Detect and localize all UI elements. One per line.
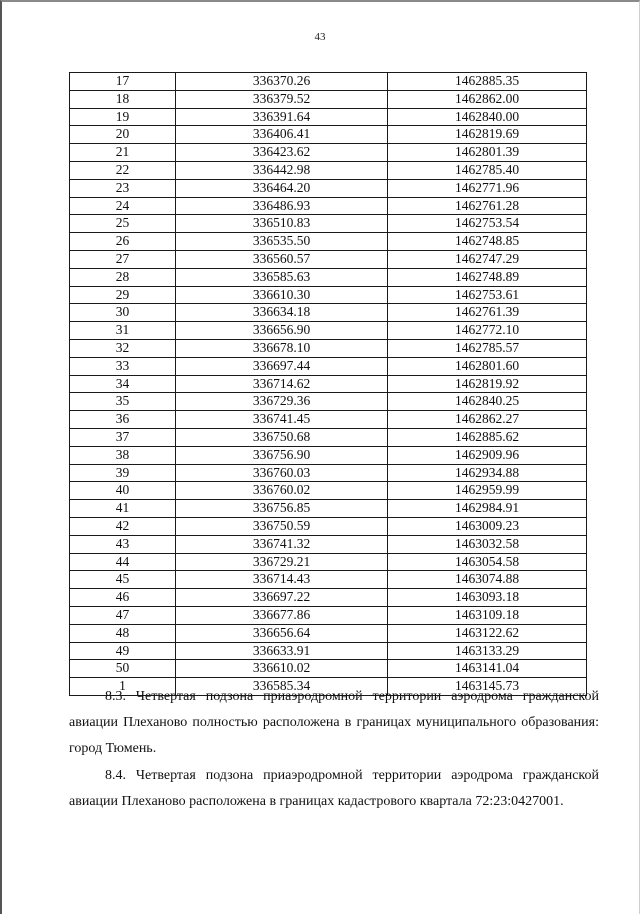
y-coordinate-cell: 1462785.57 <box>388 339 587 357</box>
point-number-cell: 20 <box>70 126 176 144</box>
y-coordinate-cell: 1462801.39 <box>388 144 587 162</box>
y-coordinate-cell: 1462747.29 <box>388 250 587 268</box>
x-coordinate-cell: 336677.86 <box>176 606 388 624</box>
x-coordinate-cell: 336756.85 <box>176 500 388 518</box>
y-coordinate-cell: 1462885.62 <box>388 428 587 446</box>
coordinates-table <box>69 72 587 696</box>
point-number-cell: 25 <box>70 215 176 233</box>
x-coordinate-cell: 336585.63 <box>176 268 388 286</box>
point-number-cell: 23 <box>70 179 176 197</box>
point-number-cell: 39 <box>70 464 176 482</box>
point-number-cell: 46 <box>70 589 176 607</box>
x-coordinate-cell: 336714.62 <box>176 375 388 393</box>
y-coordinate-cell: 1462772.10 <box>388 322 587 340</box>
point-number-cell: 1 <box>70 678 176 696</box>
point-number-cell: 21 <box>70 144 176 162</box>
y-coordinate-cell: 1462748.89 <box>388 268 587 286</box>
x-coordinate-cell: 336535.50 <box>176 233 388 251</box>
y-coordinate-cell: 1462840.00 <box>388 108 587 126</box>
point-number-cell: 19 <box>70 108 176 126</box>
table-row <box>70 144 587 162</box>
x-coordinate-cell: 336610.30 <box>176 286 388 304</box>
table-row <box>70 393 587 411</box>
table-row <box>70 428 587 446</box>
table-row <box>70 339 587 357</box>
y-coordinate-cell: 1462785.40 <box>388 161 587 179</box>
table-row <box>70 553 587 571</box>
y-coordinate-cell: 1462909.96 <box>388 446 587 464</box>
y-coordinate-cell: 1463032.58 <box>388 535 587 553</box>
y-coordinate-cell: 1462819.69 <box>388 126 587 144</box>
x-coordinate-cell: 336370.26 <box>176 73 388 91</box>
point-number-cell: 36 <box>70 411 176 429</box>
point-number-cell: 22 <box>70 161 176 179</box>
x-coordinate-cell: 336391.64 <box>176 108 388 126</box>
y-coordinate-cell: 1463054.58 <box>388 553 587 571</box>
paragraph-8-3: 8.3. Четвертая подзона приаэродромной территории аэродрома гражданской авиации Плеханово полностью расположена в границах муниципального образования: город Тюмень. <box>69 689 599 756</box>
x-coordinate-cell: 336760.03 <box>176 464 388 482</box>
x-coordinate-cell: 336678.10 <box>176 339 388 357</box>
table-row <box>70 571 587 589</box>
point-number-cell: 26 <box>70 233 176 251</box>
x-coordinate-cell: 336760.02 <box>176 482 388 500</box>
page-number: 43 <box>314 31 326 43</box>
table-row <box>70 304 587 322</box>
y-coordinate-cell: 1462840.25 <box>388 393 587 411</box>
table-row <box>70 535 587 553</box>
point-number-cell: 29 <box>70 286 176 304</box>
y-coordinate-cell: 1462801.60 <box>388 357 587 375</box>
x-coordinate-cell: 336610.02 <box>176 660 388 678</box>
point-number-cell: 45 <box>70 571 176 589</box>
table-row <box>70 411 587 429</box>
x-coordinate-cell: 336486.93 <box>176 197 388 215</box>
point-number-cell: 43 <box>70 535 176 553</box>
table-row <box>70 126 587 144</box>
x-coordinate-cell: 336750.59 <box>176 517 388 535</box>
table-row <box>70 161 587 179</box>
y-coordinate-cell: 1462753.61 <box>388 286 587 304</box>
y-coordinate-cell: 1462959.99 <box>388 482 587 500</box>
table-row <box>70 286 587 304</box>
table-row <box>70 197 587 215</box>
x-coordinate-cell: 336729.21 <box>176 553 388 571</box>
x-coordinate-cell: 336633.91 <box>176 642 388 660</box>
table-row <box>70 357 587 375</box>
point-number-cell: 44 <box>70 553 176 571</box>
y-coordinate-cell: 1462761.39 <box>388 304 587 322</box>
table-row <box>70 660 587 678</box>
x-coordinate-cell: 336741.32 <box>176 535 388 553</box>
y-coordinate-cell: 1462753.54 <box>388 215 587 233</box>
point-number-cell: 35 <box>70 393 176 411</box>
x-coordinate-cell: 336379.52 <box>176 90 388 108</box>
x-coordinate-cell: 336697.22 <box>176 589 388 607</box>
x-coordinate-cell: 336756.90 <box>176 446 388 464</box>
y-coordinate-cell: 1463133.29 <box>388 642 587 660</box>
point-number-cell: 33 <box>70 357 176 375</box>
y-coordinate-cell: 1462862.27 <box>388 411 587 429</box>
table-row <box>70 464 587 482</box>
y-coordinate-cell: 1462771.96 <box>388 179 587 197</box>
point-number-cell: 41 <box>70 500 176 518</box>
point-number-cell: 37 <box>70 428 176 446</box>
point-number-cell: 40 <box>70 482 176 500</box>
y-coordinate-cell: 1463145.73 <box>388 678 587 696</box>
point-number-cell: 38 <box>70 446 176 464</box>
x-coordinate-cell: 336464.20 <box>176 179 388 197</box>
x-coordinate-cell: 336560.57 <box>176 250 388 268</box>
table-row <box>70 624 587 642</box>
y-coordinate-cell: 1463122.62 <box>388 624 587 642</box>
x-coordinate-cell: 336729.36 <box>176 393 388 411</box>
x-coordinate-cell: 336741.45 <box>176 411 388 429</box>
table-row <box>70 233 587 251</box>
x-coordinate-cell: 336634.18 <box>176 304 388 322</box>
table-row <box>70 482 587 500</box>
y-coordinate-cell: 1463109.18 <box>388 606 587 624</box>
x-coordinate-cell: 336585.34 <box>176 678 388 696</box>
point-number-cell: 32 <box>70 339 176 357</box>
point-number-cell: 49 <box>70 642 176 660</box>
table-row <box>70 108 587 126</box>
point-number-cell: 28 <box>70 268 176 286</box>
y-coordinate-cell: 1462885.35 <box>388 73 587 91</box>
x-coordinate-cell: 336656.64 <box>176 624 388 642</box>
table-row <box>70 517 587 535</box>
table-row <box>70 90 587 108</box>
x-coordinate-cell: 336510.83 <box>176 215 388 233</box>
table-row <box>70 642 587 660</box>
point-number-cell: 30 <box>70 304 176 322</box>
x-coordinate-cell: 336423.62 <box>176 144 388 162</box>
y-coordinate-cell: 1462862.00 <box>388 90 587 108</box>
table-row <box>70 375 587 393</box>
table-row <box>70 215 587 233</box>
y-coordinate-cell: 1462984.91 <box>388 500 587 518</box>
y-coordinate-cell: 1463074.88 <box>388 571 587 589</box>
point-number-cell: 24 <box>70 197 176 215</box>
point-number-cell: 42 <box>70 517 176 535</box>
point-number-cell: 47 <box>70 606 176 624</box>
point-number-cell: 50 <box>70 660 176 678</box>
x-coordinate-cell: 336656.90 <box>176 322 388 340</box>
table-row <box>70 73 587 91</box>
x-coordinate-cell: 336714.43 <box>176 571 388 589</box>
coordinates-table-body <box>70 73 587 696</box>
y-coordinate-cell: 1463009.23 <box>388 517 587 535</box>
point-number-cell: 17 <box>70 73 176 91</box>
table-row <box>70 606 587 624</box>
table-row <box>70 500 587 518</box>
point-number-cell: 48 <box>70 624 176 642</box>
table-row <box>70 179 587 197</box>
paragraph-8-4: 8.4. Четвертая подзона приаэродромной территории аэродрома гражданской авиации Плеханово расположена в границах кадастрового квартала 72:23:0427001. <box>69 768 599 809</box>
table-row <box>70 250 587 268</box>
y-coordinate-cell: 1462761.28 <box>388 197 587 215</box>
x-coordinate-cell: 336750.68 <box>176 428 388 446</box>
y-coordinate-cell: 1463141.04 <box>388 660 587 678</box>
y-coordinate-cell: 1463093.18 <box>388 589 587 607</box>
x-coordinate-cell: 336697.44 <box>176 357 388 375</box>
table-row <box>70 589 587 607</box>
point-number-cell: 27 <box>70 250 176 268</box>
point-number-cell: 31 <box>70 322 176 340</box>
x-coordinate-cell: 336442.98 <box>176 161 388 179</box>
y-coordinate-cell: 1462934.88 <box>388 464 587 482</box>
point-number-cell: 34 <box>70 375 176 393</box>
table-row <box>70 268 587 286</box>
x-coordinate-cell: 336406.41 <box>176 126 388 144</box>
table-row <box>70 446 587 464</box>
y-coordinate-cell: 1462748.85 <box>388 233 587 251</box>
y-coordinate-cell: 1462819.92 <box>388 375 587 393</box>
table-row <box>70 322 587 340</box>
point-number-cell: 18 <box>70 90 176 108</box>
